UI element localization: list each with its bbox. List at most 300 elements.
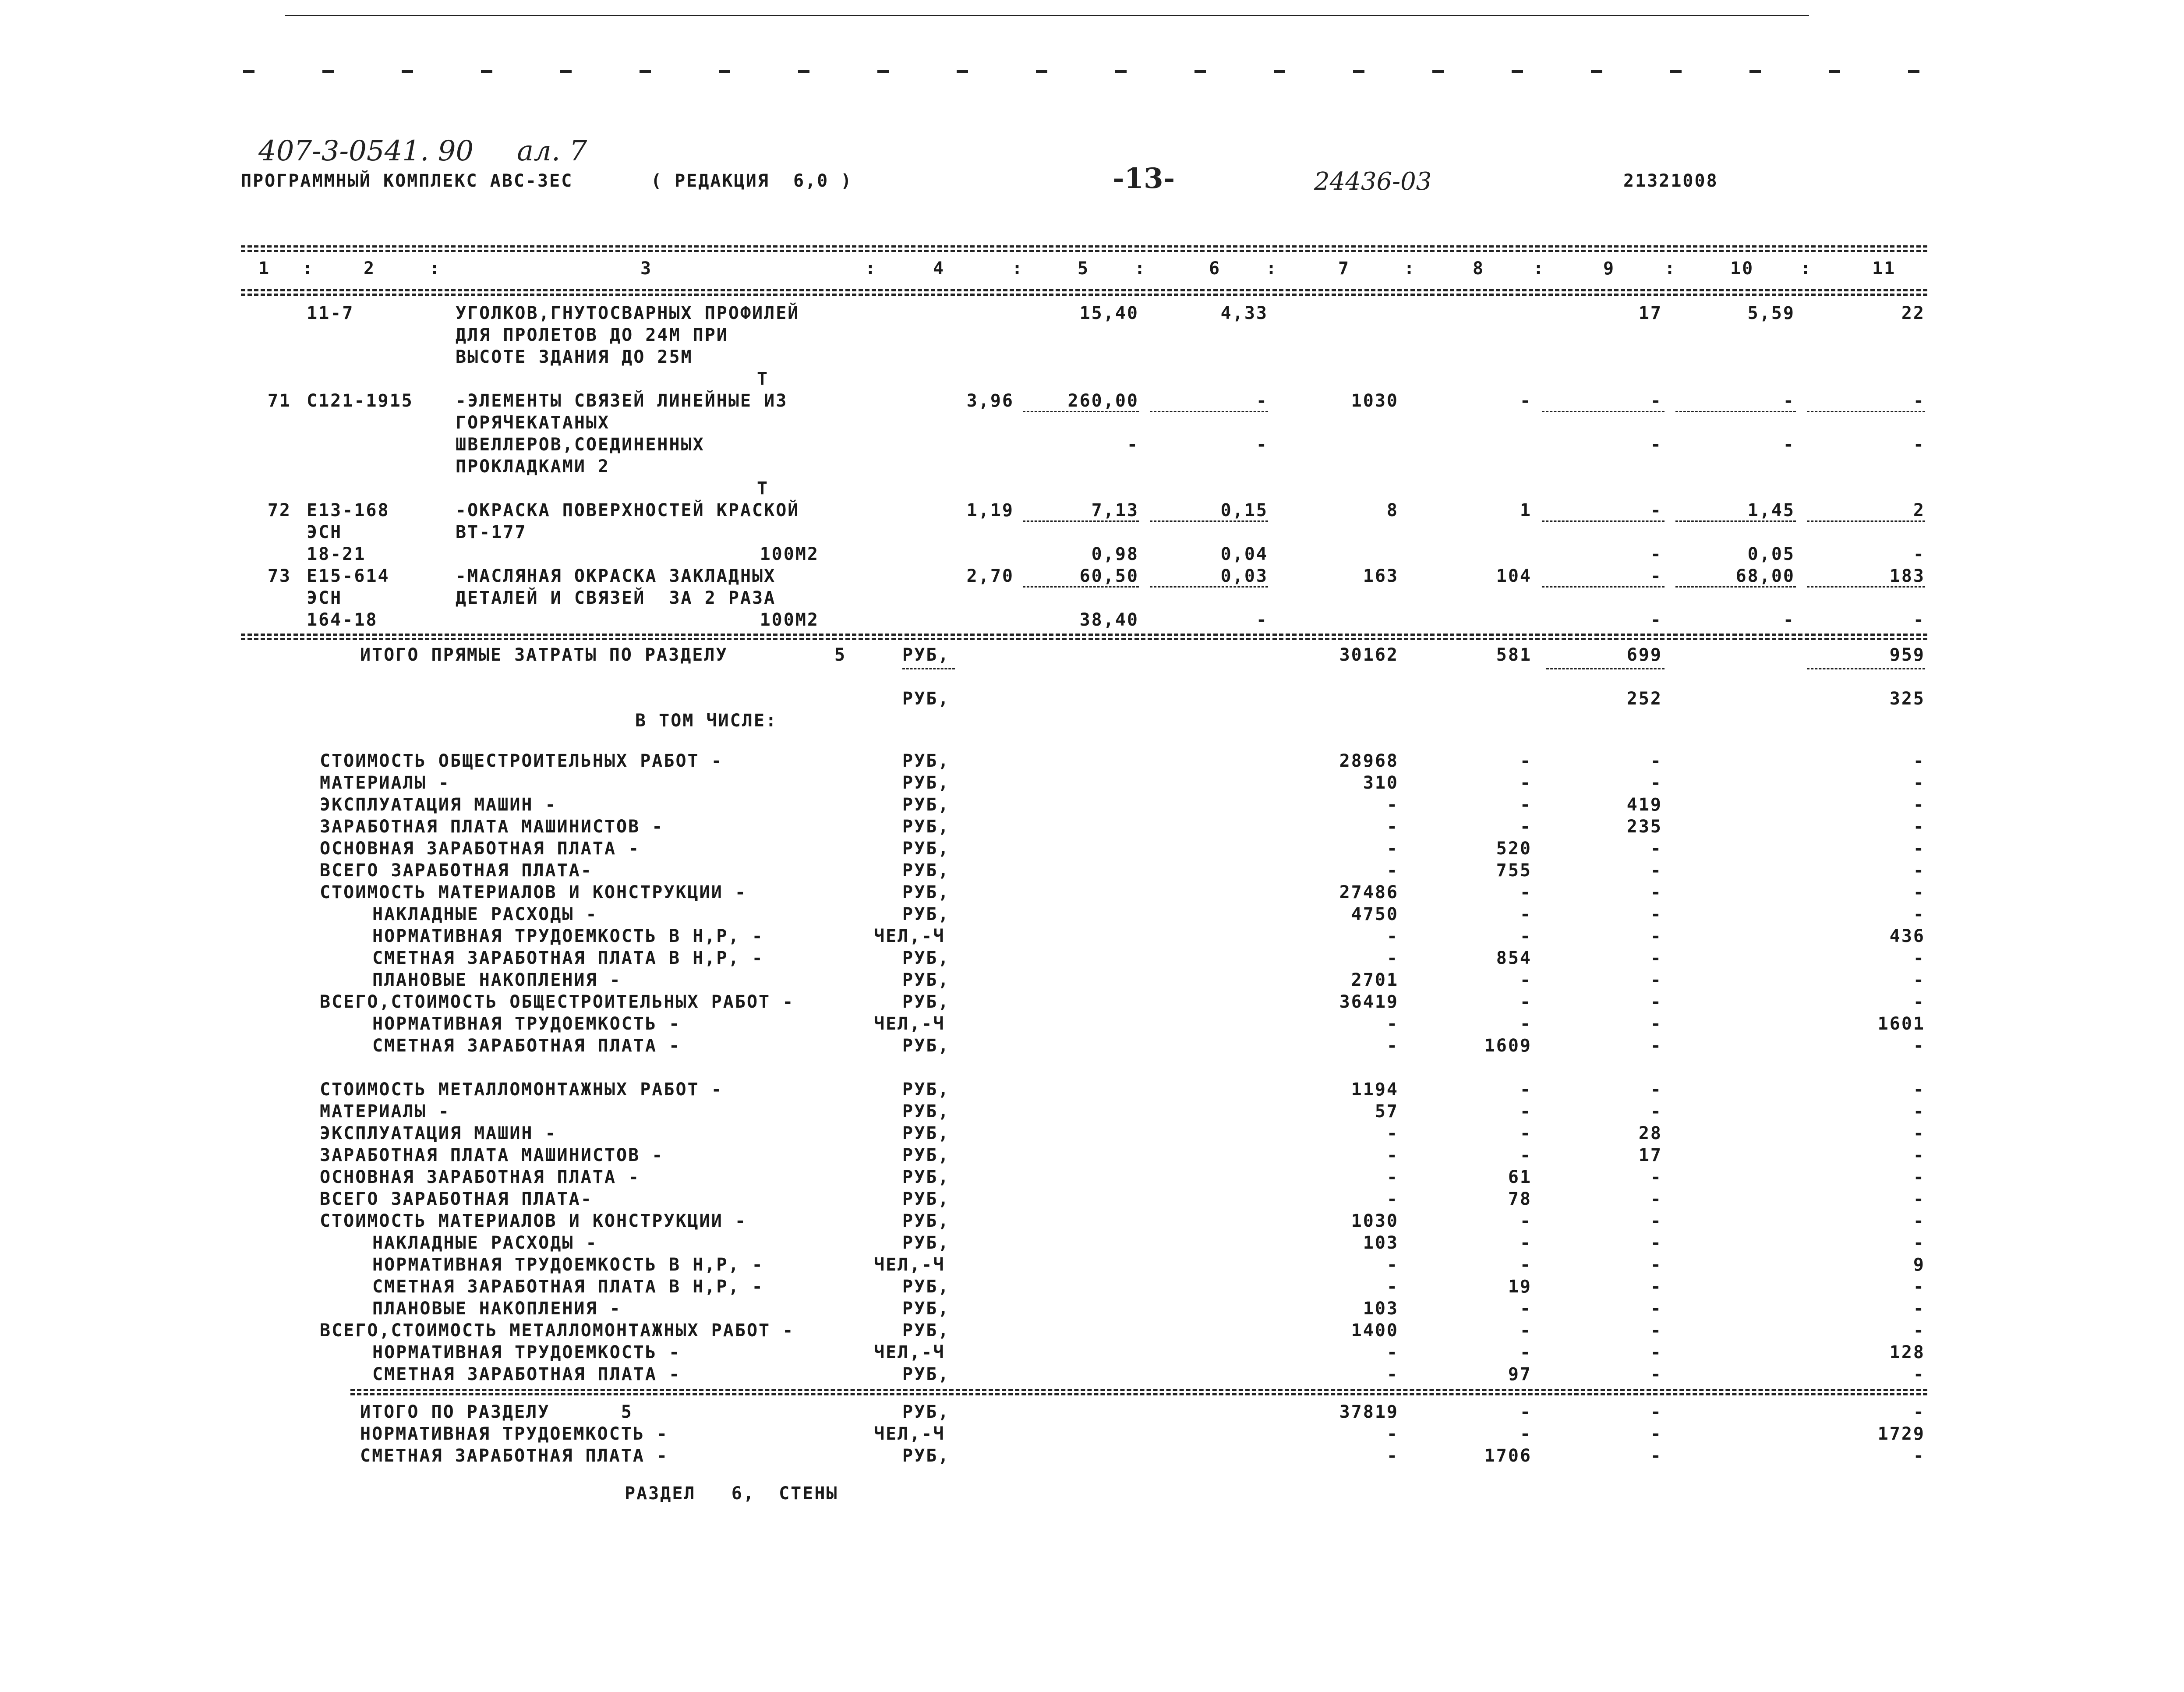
group2-label: ВСЕГО ЗАРАБОТНАЯ ПЛАТА- [320, 1189, 593, 1209]
group1-label: ВСЕГО ЗАРАБОТНАЯ ПЛАТА- [320, 860, 593, 881]
section-total-c11: - [1913, 1446, 1925, 1466]
item-2-cell-c2: С121-1915 [307, 391, 413, 411]
group2-c8: 61 [1508, 1167, 1532, 1187]
group1-c8: - [1520, 795, 1532, 815]
section-total-c11: 1729 [1877, 1424, 1925, 1444]
group1-c9: 419 [1626, 795, 1662, 815]
header-rule-bottom [241, 289, 1927, 291]
item-3-cell-c4: 1,19 [966, 500, 1014, 520]
group2-c11: - [1913, 1211, 1925, 1231]
total-direct-section: 5 [834, 645, 847, 665]
group1-unit: РУБ, [902, 904, 950, 924]
group2-unit: ЧЕЛ,-Ч [874, 1342, 945, 1363]
group1-c7: 4750 [1351, 904, 1399, 924]
group2-c11: - [1913, 1364, 1925, 1384]
column-header-7: 7 [1338, 258, 1350, 279]
group2-unit: РУБ, [902, 1233, 950, 1253]
group1-c11: - [1913, 860, 1925, 881]
group2-unit: ЧЕЛ,-Ч [874, 1255, 945, 1275]
group1-c7: - [1386, 948, 1399, 968]
group1-c11: - [1913, 795, 1925, 815]
column-header-8: 8 [1473, 258, 1485, 279]
group1-c9: 235 [1626, 817, 1662, 837]
item-2-cell-c6: - [1256, 435, 1268, 455]
section-total-rule-2 [350, 1393, 1927, 1395]
perforation-dash [1274, 70, 1285, 73]
cell-rule [1807, 520, 1925, 522]
group2-c7: - [1386, 1145, 1399, 1165]
cell-rule [1150, 411, 1268, 412]
group2-c11: - [1913, 1123, 1925, 1143]
item-3-cell-c9: - [1650, 500, 1662, 520]
item-2-cell-c10: - [1783, 435, 1795, 455]
item-3-cell-c2: Е13-168 [307, 500, 390, 520]
item-2-cell-c7: 1030 [1351, 391, 1399, 411]
group2-c7: 103 [1363, 1233, 1399, 1253]
group1-c9: - [1650, 926, 1662, 946]
cell-rule [1542, 520, 1665, 522]
top-border-line [285, 15, 1809, 16]
group2-unit: РУБ, [902, 1101, 950, 1122]
perforation-dash [1036, 70, 1047, 73]
section-total-unit: РУБ, [902, 1402, 950, 1422]
section-total-label: ИТОГО ПО РАЗДЕЛУ 5 [360, 1402, 633, 1422]
item-2-cell-c11: - [1913, 391, 1925, 411]
item-4-cell-c3: -МАСЛЯНАЯ ОКРАСКА ЗАКЛАДНЫХ [456, 566, 776, 586]
group1-label: МАТЕРИАЛЫ - [320, 773, 450, 793]
group1-c7: - [1386, 795, 1399, 815]
group2-c11: 9 [1913, 1255, 1925, 1275]
total-direct-c7: 30162 [1339, 645, 1399, 665]
group2-c11: - [1913, 1299, 1925, 1319]
group1-label: НАКЛАДНЫЕ РАСХОДЫ - [372, 904, 598, 924]
item-2-cell-c6: - [1256, 391, 1268, 411]
group1-c11: 436 [1889, 926, 1925, 946]
group2-label: ЗАРАБОТНАЯ ПЛАТА МАШИНИСТОВ - [320, 1145, 664, 1165]
item-3-cell-c9: - [1650, 544, 1662, 564]
item-2-cell-c5: - [1127, 435, 1139, 455]
group1-label: ПЛАНОВЫЕ НАКОПЛЕНИЯ - [372, 970, 622, 990]
cell-rule [1542, 411, 1665, 412]
group2-c11: - [1913, 1189, 1925, 1209]
cell-rule [1542, 586, 1665, 588]
group1-c7: 28968 [1339, 751, 1399, 771]
item-4-cell-c10: 68,00 [1735, 566, 1795, 586]
group2-unit: РУБ, [902, 1364, 950, 1384]
item-4-cell-c2: ЭСН [307, 588, 343, 608]
group1-c7: 310 [1363, 773, 1399, 793]
item-4-cell-c7: 163 [1363, 566, 1399, 586]
item-4-cell-c1: 73 [267, 566, 291, 586]
group1-c8: 755 [1496, 860, 1532, 881]
total-direct-c9: 699 [1626, 645, 1662, 665]
item-1-cell-c3: УГОЛКОВ,ГНУТОСВАРНЫХ ПРОФИЛЕЙ [456, 303, 800, 323]
section-total-c8: 1706 [1484, 1446, 1532, 1466]
header-rule-top [241, 245, 1927, 248]
group2-unit: РУБ, [902, 1299, 950, 1319]
column-separator: : [1404, 258, 1416, 279]
section-total-c8: - [1520, 1402, 1532, 1422]
cell-rule [1023, 411, 1139, 412]
section-total-unit: ЧЕЛ,-Ч [874, 1424, 945, 1444]
group2-c7: - [1386, 1364, 1399, 1384]
group1-c7: - [1386, 1014, 1399, 1034]
group1-c9: - [1650, 882, 1662, 903]
item-2-cell-c3: ГОРЯЧЕКАТАНЫХ [456, 413, 610, 433]
group2-c9: - [1650, 1211, 1662, 1231]
group2-c11: - [1913, 1233, 1925, 1253]
section-total-c9: - [1650, 1402, 1662, 1422]
group1-c8: - [1520, 970, 1532, 990]
group1-label: ЗАРАБОТНАЯ ПЛАТА МАШИНИСТОВ - [320, 817, 664, 837]
group1-c11: 1601 [1877, 1014, 1925, 1034]
group1-c9: - [1650, 992, 1662, 1012]
group2-label: СМЕТНАЯ ЗАРАБОТНАЯ ПЛАТА - [372, 1364, 681, 1384]
group1-unit: РУБ, [902, 839, 950, 859]
item-1-cell-c3: ДЛЯ ПРОЛЕТОВ ДО 24М ПРИ [456, 325, 728, 345]
group1-c8: - [1520, 751, 1532, 771]
group2-c8: - [1520, 1101, 1532, 1122]
item-4-cell-c8: 104 [1496, 566, 1532, 586]
cell-rule [1150, 520, 1268, 522]
group1-c11: - [1913, 948, 1925, 968]
group2-c9: 17 [1638, 1145, 1662, 1165]
item-3-cell-c10: 0,05 [1747, 544, 1795, 564]
group2-unit: РУБ, [902, 1080, 950, 1100]
perforation-dash [1670, 70, 1682, 73]
header-rule-top-2 [241, 250, 1927, 252]
perforation-dash [1908, 70, 1919, 73]
group2-label: МАТЕРИАЛЫ - [320, 1101, 450, 1122]
item-2-cell-c11: - [1913, 435, 1925, 455]
group2-c9: - [1650, 1299, 1662, 1319]
item-1-cell-c6: 4,33 [1220, 303, 1268, 323]
group1-c9: - [1650, 860, 1662, 881]
group2-c9: - [1650, 1167, 1662, 1187]
total-direct-c11: 959 [1889, 645, 1925, 665]
perforation-dash [1591, 70, 1602, 73]
cell-rule [1807, 668, 1925, 669]
group1-c7: - [1386, 817, 1399, 837]
group2-label: НАКЛАДНЫЕ РАСХОДЫ - [372, 1233, 598, 1253]
cell-rule [1546, 668, 1665, 669]
group1-c7: - [1386, 926, 1399, 946]
section-total-c8: - [1520, 1424, 1532, 1444]
item-3-cell-c10: 1,45 [1747, 500, 1795, 520]
group1-label: СМЕТНАЯ ЗАРАБОТНАЯ ПЛАТА В Н,Р, - [372, 948, 764, 968]
group1-label: СТОИМОСТЬ ОБЩЕСТРОИТЕЛЬНЫХ РАБОТ - [320, 751, 723, 771]
group2-c9: - [1650, 1233, 1662, 1253]
item-2-cell-c9: - [1650, 391, 1662, 411]
group2-c7: 103 [1363, 1299, 1399, 1319]
item-2-cell-c8: - [1520, 391, 1532, 411]
group1-unit: РУБ, [902, 773, 950, 793]
item-4-cell-c2: Е15-614 [307, 566, 390, 586]
group1-c7: 36419 [1339, 992, 1399, 1012]
item-2-cell-c3u: Т [757, 478, 769, 499]
group2-c7: - [1386, 1255, 1399, 1275]
group2-label: СТОИМОСТЬ МАТЕРИАЛОВ И КОНСТРУКЦИИ - [320, 1211, 747, 1231]
group2-c11: - [1913, 1145, 1925, 1165]
group1-c8: - [1520, 904, 1532, 924]
group2-c7: 57 [1375, 1101, 1399, 1122]
group2-c7: 1400 [1351, 1320, 1399, 1341]
cell-rule [1675, 411, 1796, 412]
total-direct-unit-2: РУБ, [902, 689, 950, 709]
item-1-cell-c10: 5,59 [1747, 303, 1795, 323]
group1-c9: - [1650, 751, 1662, 771]
program-title: ПРОГРАММНЫЙ КОМПЛЕКС АВС-ЗЕС [241, 171, 573, 191]
item-2-cell-c4: 3,96 [966, 391, 1014, 411]
column-separator: : [1012, 258, 1024, 279]
item-3-cell-c2: 18-21 [307, 544, 366, 564]
item-3-cell-c6: 0,15 [1220, 500, 1268, 520]
group1-unit: ЧЕЛ,-Ч [874, 1014, 945, 1034]
column-header-9: 9 [1603, 258, 1615, 279]
group2-label: СМЕТНАЯ ЗАРАБОТНАЯ ПЛАТА В Н,Р, - [372, 1277, 764, 1297]
group2-c9: - [1650, 1101, 1662, 1122]
item-2-cell-c3: ШВЕЛЛЕРОВ,СОЕДИНЕННЫХ [456, 435, 705, 455]
group1-c7: - [1386, 1036, 1399, 1056]
column-header-2: 2 [364, 258, 376, 279]
sheet-handwritten: ал. 7 [517, 135, 587, 167]
perforation-dash [957, 70, 968, 73]
perforation-dash [322, 70, 334, 73]
section-total-c7: - [1386, 1446, 1399, 1466]
perforation-dash [1829, 70, 1840, 73]
cell-rule [1675, 520, 1796, 522]
group2-label: СТОИМОСТЬ МЕТАЛЛОМОНТАЖНЫХ РАБОТ - [320, 1080, 723, 1100]
item-3-cell-c3: -ОКРАСКА ПОВЕРХНОСТЕЙ КРАСКОЙ [456, 500, 800, 520]
group1-c8: 854 [1496, 948, 1532, 968]
group2-c9: - [1650, 1277, 1662, 1297]
including-heading: В ТОМ ЧИСЛЕ: [635, 711, 777, 731]
group1-c7: - [1386, 860, 1399, 881]
group2-c7: - [1386, 1123, 1399, 1143]
column-separator: : [865, 258, 877, 279]
perforation-dash [877, 70, 889, 73]
item-2-cell-c9: - [1650, 435, 1662, 455]
column-header-11: 11 [1872, 258, 1896, 279]
column-separator: : [429, 258, 442, 279]
perforation-dash [1512, 70, 1523, 73]
group1-label: ВСЕГО,СТОИМОСТЬ ОБЩЕСТРОИТЕЛЬНЫХ РАБОТ - [320, 992, 795, 1012]
section-total-unit: РУБ, [902, 1446, 950, 1466]
column-header-6: 6 [1209, 258, 1221, 279]
group1-unit: РУБ, [902, 992, 950, 1012]
group2-c9: - [1650, 1080, 1662, 1100]
group1-label: НОРМАТИВНАЯ ТРУДОЕМКОСТЬ - [372, 1014, 681, 1034]
section-total-label: НОРМАТИВНАЯ ТРУДОЕМКОСТЬ - [360, 1424, 669, 1444]
item-3-cell-c6: 0,04 [1220, 544, 1268, 564]
items-end-rule-2 [241, 638, 1927, 640]
item-4-cell-c11: - [1913, 610, 1925, 630]
group1-c9: - [1650, 948, 1662, 968]
group2-c7: - [1386, 1277, 1399, 1297]
cell-rule [1023, 520, 1139, 522]
column-separator: : [1800, 258, 1813, 279]
group1-c9: - [1650, 904, 1662, 924]
perforation-dash [1115, 70, 1127, 73]
item-3-cell-c7: 8 [1386, 500, 1399, 520]
group1-c9: - [1650, 1014, 1662, 1034]
column-separator: : [1134, 258, 1147, 279]
group2-c9: 28 [1638, 1123, 1662, 1143]
item-1-cell-c5: 15,40 [1079, 303, 1139, 323]
group1-c11: - [1913, 992, 1925, 1012]
group1-c11: - [1913, 970, 1925, 990]
cell-rule [1807, 411, 1925, 412]
group2-unit: РУБ, [902, 1320, 950, 1341]
group1-c11: - [1913, 817, 1925, 837]
group1-label: ОСНОВНАЯ ЗАРАБОТНАЯ ПЛАТА - [320, 839, 640, 859]
group1-c9: - [1650, 773, 1662, 793]
total-direct-c9-b: 252 [1626, 689, 1662, 709]
group1-c11: - [1913, 839, 1925, 859]
group1-c9: - [1650, 839, 1662, 859]
group2-label: НОРМАТИВНАЯ ТРУДОЕМКОСТЬ - [372, 1342, 681, 1363]
group1-unit: РУБ, [902, 948, 950, 968]
group2-c11: 128 [1889, 1342, 1925, 1363]
perforation-dash [719, 70, 730, 73]
item-3-cell-c3r: 100М2 [760, 544, 819, 564]
group2-unit: РУБ, [902, 1211, 950, 1231]
group2-label: ПЛАНОВЫЕ НАКОПЛЕНИЯ - [372, 1299, 622, 1319]
section-total-c9: - [1650, 1424, 1662, 1444]
group2-c8: - [1520, 1123, 1532, 1143]
group2-c8: - [1520, 1233, 1532, 1253]
perforation-dash [1194, 70, 1206, 73]
group1-label: ЭКСПЛУАТАЦИЯ МАШИН - [320, 795, 557, 815]
item-2-cell-c3: -ЭЛЕМЕНТЫ СВЯЗЕЙ ЛИНЕЙНЫЕ ИЗ [456, 391, 788, 411]
item-4-cell-c10: - [1783, 610, 1795, 630]
item-3-cell-c3: ВТ-177 [456, 522, 527, 542]
item-1-cell-c3u: Т [757, 369, 769, 389]
item-4-cell-c2: 164-18 [307, 610, 378, 630]
doc-code-handwritten: 407-3-0541. 90 [258, 135, 474, 167]
column-header-3: 3 [640, 258, 653, 279]
item-4-cell-c6: - [1256, 610, 1268, 630]
group2-c11: - [1913, 1320, 1925, 1341]
total-direct-c11-b: 325 [1889, 689, 1925, 709]
group2-c8: - [1520, 1320, 1532, 1341]
group2-c8: 97 [1508, 1364, 1532, 1384]
group1-c7: 2701 [1351, 970, 1399, 990]
group1-c8: - [1520, 817, 1532, 837]
item-1-cell-c3: ВЫСОТЕ ЗДАНИЯ ДО 25М [456, 347, 693, 367]
total-direct-label: ИТОГО ПРЯМЫЕ ЗАТРАТЫ ПО РАЗДЕЛУ [360, 645, 728, 665]
group2-unit: РУБ, [902, 1277, 950, 1297]
group2-c8: 78 [1508, 1189, 1532, 1209]
group2-c8: - [1520, 1342, 1532, 1363]
group2-c11: - [1913, 1101, 1925, 1122]
group1-c8: - [1520, 926, 1532, 946]
item-2-cell-c10: - [1783, 391, 1795, 411]
group1-c7: 27486 [1339, 882, 1399, 903]
item-3-cell-c8: 1 [1520, 500, 1532, 520]
item-4-cell-c3: ДЕТАЛЕЙ И СВЯЗЕЙ ЗА 2 РАЗА [456, 588, 776, 608]
cell-rule [1150, 586, 1268, 588]
group1-c11: - [1913, 751, 1925, 771]
group2-c8: - [1520, 1145, 1532, 1165]
group1-c8: - [1520, 773, 1532, 793]
group1-unit: РУБ, [902, 970, 950, 990]
section-total-label: СМЕТНАЯ ЗАРАБОТНАЯ ПЛАТА - [360, 1446, 669, 1466]
column-header-1: 1 [258, 258, 271, 279]
header-rule-bottom-2 [241, 294, 1927, 296]
group2-c9: - [1650, 1189, 1662, 1209]
perforation-dash [1749, 70, 1761, 73]
perforation-dash [243, 70, 254, 73]
group1-unit: РУБ, [902, 817, 950, 837]
group2-c11: - [1913, 1080, 1925, 1100]
perforation-dash [560, 70, 572, 73]
group2-label: ЭКСПЛУАТАЦИЯ МАШИН - [320, 1123, 557, 1143]
section-total-c11: - [1913, 1402, 1925, 1422]
item-4-cell-c9: - [1650, 610, 1662, 630]
total-direct-c8: 581 [1496, 645, 1532, 665]
item-4-cell-c5: 38,40 [1079, 610, 1139, 630]
item-4-cell-c4: 2,70 [966, 566, 1014, 586]
column-separator: : [302, 258, 315, 279]
sheet-code-handwritten: 24436-03 [1314, 167, 1432, 196]
group2-c7: - [1386, 1167, 1399, 1187]
group1-c11: - [1913, 1036, 1925, 1056]
column-separator: : [1533, 258, 1545, 279]
group2-label: ВСЕГО,СТОИМОСТЬ МЕТАЛЛОМОНТАЖНЫХ РАБОТ - [320, 1320, 795, 1341]
perforation-dash [1353, 70, 1364, 73]
group2-c7: 1030 [1351, 1211, 1399, 1231]
group1-label: СМЕТНАЯ ЗАРАБОТНАЯ ПЛАТА - [372, 1036, 681, 1056]
group1-c8: 1609 [1484, 1036, 1532, 1056]
item-2-cell-c5: 260,00 [1067, 391, 1139, 411]
group2-c8: 19 [1508, 1277, 1532, 1297]
item-3-cell-c2: ЭСН [307, 522, 343, 542]
group2-unit: РУБ, [902, 1145, 950, 1165]
column-separator: : [1266, 258, 1278, 279]
group2-unit: РУБ, [902, 1189, 950, 1209]
group1-c8: - [1520, 992, 1532, 1012]
group1-c11: - [1913, 773, 1925, 793]
group1-unit: РУБ, [902, 882, 950, 903]
cell-rule [1023, 586, 1139, 588]
group1-c9: - [1650, 970, 1662, 990]
item-3-cell-c11: 2 [1913, 500, 1925, 520]
cell-rule [1675, 586, 1796, 588]
item-4-cell-c5: 60,50 [1079, 566, 1139, 586]
edition-label: ( РЕДАКЦИЯ 6,0 ) [651, 171, 853, 191]
group1-c11: - [1913, 882, 1925, 903]
perforation-dash [640, 70, 651, 73]
group2-unit: РУБ, [902, 1123, 950, 1143]
group1-unit: РУБ, [902, 860, 950, 881]
item-3-cell-c11: - [1913, 544, 1925, 564]
item-3-cell-c1: 72 [267, 500, 291, 520]
page-number: -13- [1113, 162, 1175, 195]
perforation-dash [1432, 70, 1444, 73]
group2-c8: - [1520, 1299, 1532, 1319]
section-total-c9: - [1650, 1446, 1662, 1466]
cell-rule [1807, 586, 1925, 588]
group2-c8: - [1520, 1255, 1532, 1275]
section-total-c7: - [1386, 1424, 1399, 1444]
group2-c7: 1194 [1351, 1080, 1399, 1100]
group1-c8: 520 [1496, 839, 1532, 859]
group2-c11: - [1913, 1167, 1925, 1187]
item-1-cell-c2: 11-7 [307, 303, 354, 323]
total-direct-unit: РУБ, [902, 645, 950, 665]
group1-c8: - [1520, 882, 1532, 903]
